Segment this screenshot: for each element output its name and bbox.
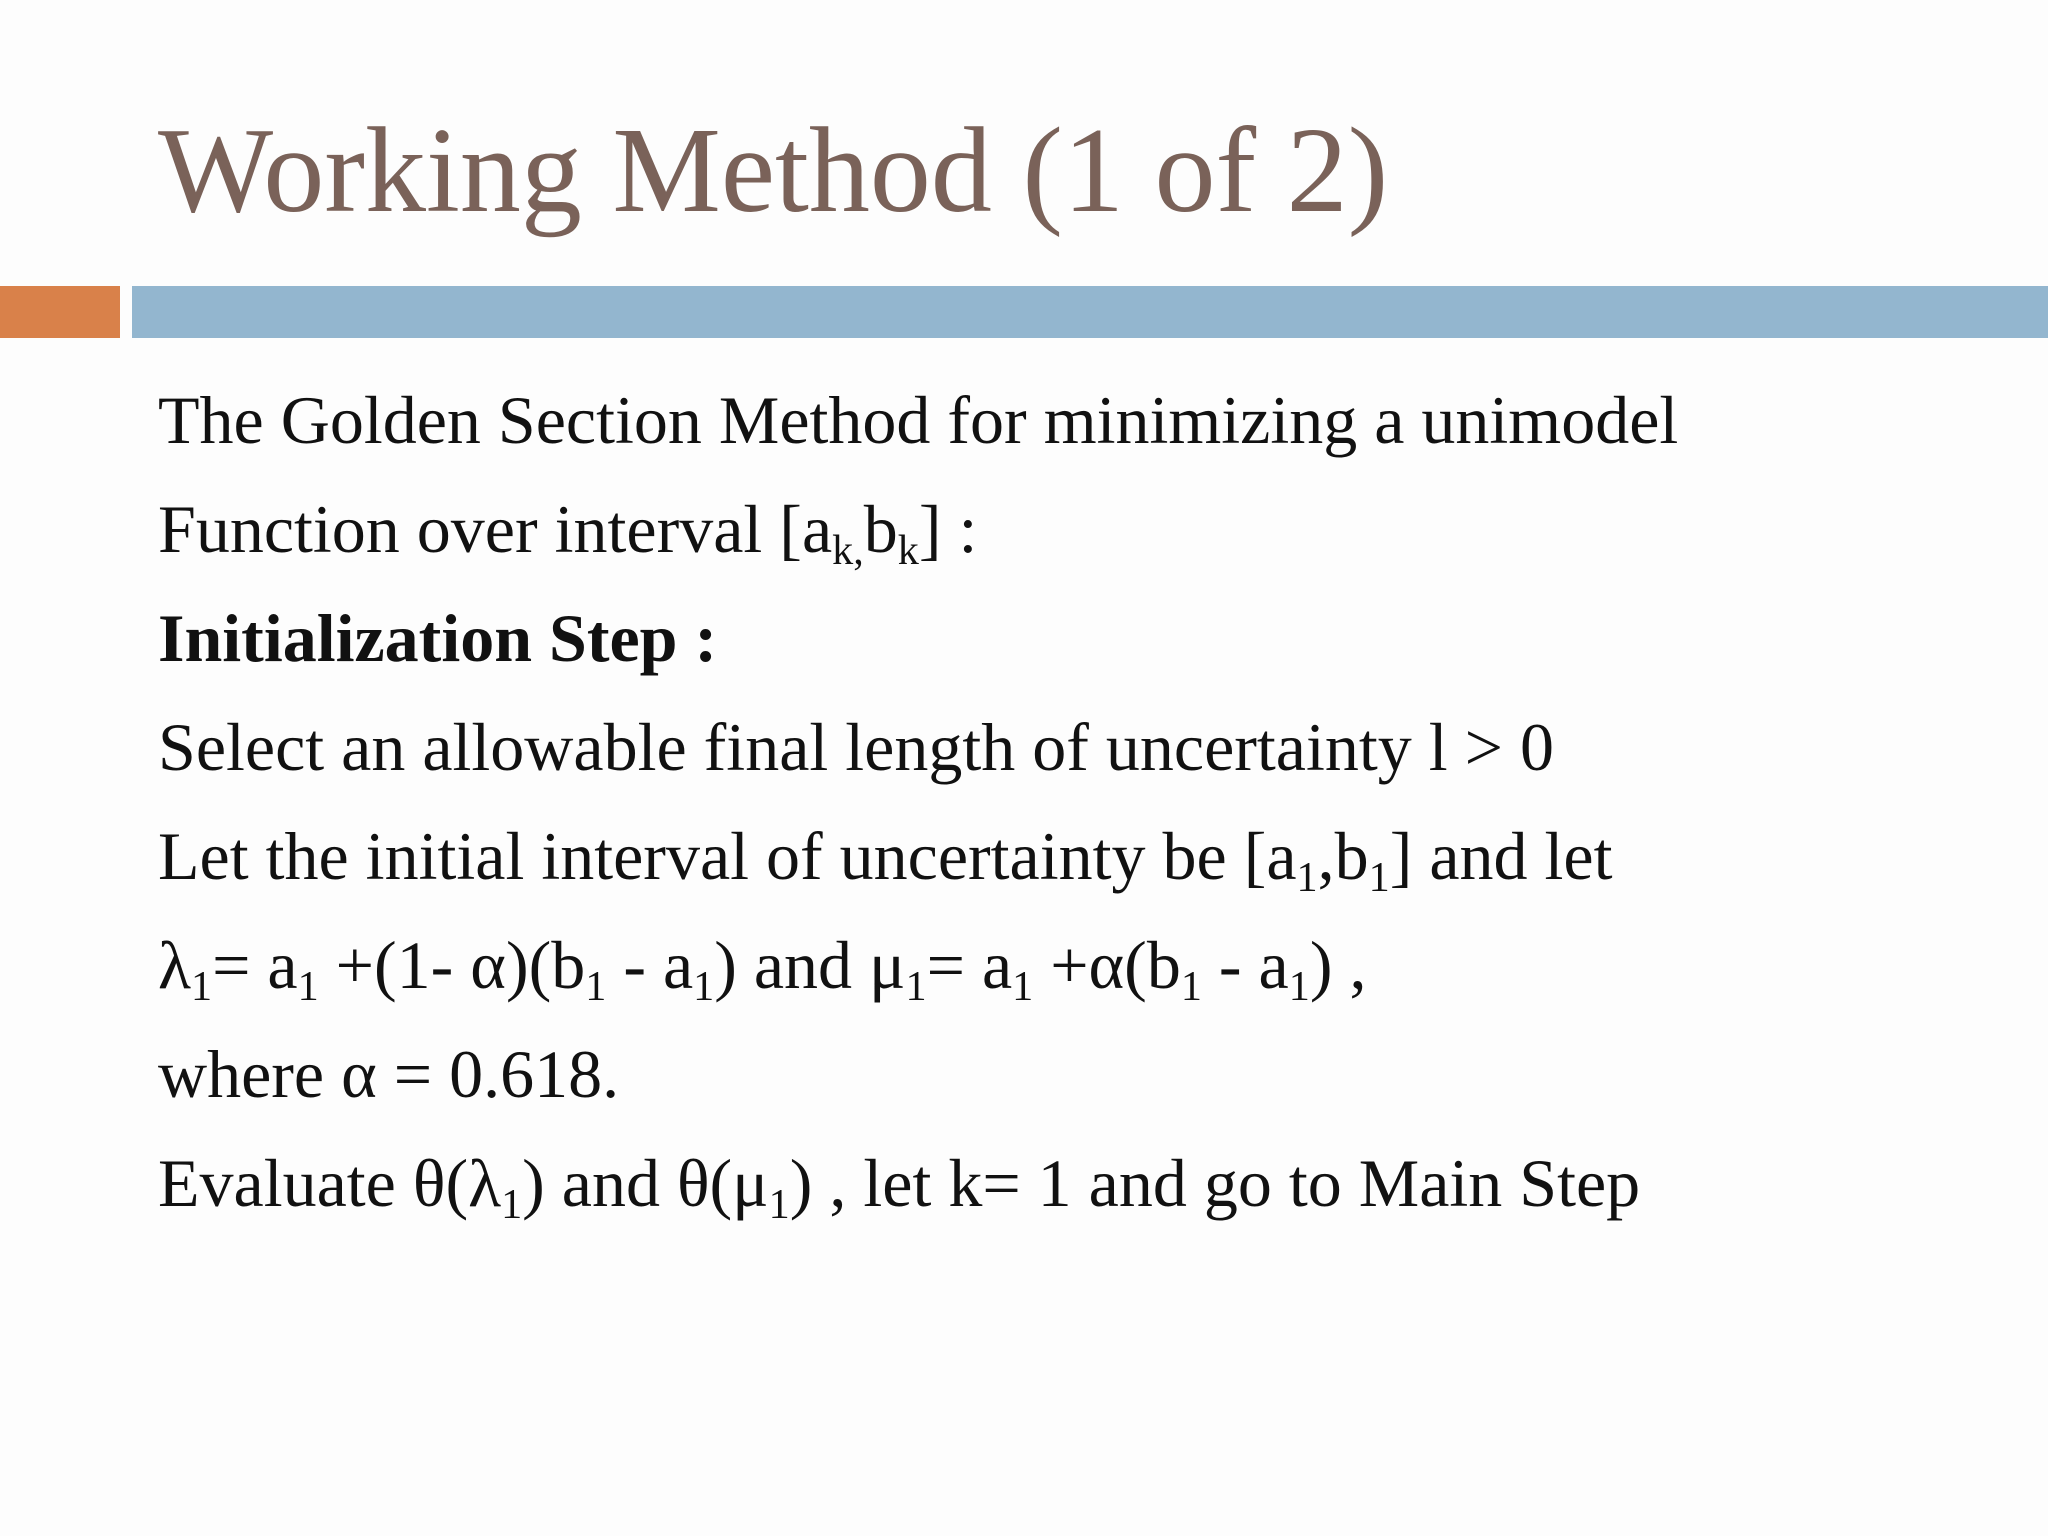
subscript: 1 [1296,853,1318,901]
accent-bar-orange [0,286,120,338]
text-segment: ) , [1309,927,1367,1003]
text-segment: Evaluate θ(λ [158,1145,502,1221]
subscript: 1 [501,1180,523,1228]
body-line-2 [158,475,1998,584]
subscript: 1 [190,962,213,1010]
text-segment: ] : [918,491,978,567]
slide-title: Working Method (1 of 2) [158,103,1389,238]
formula-line [158,911,1998,1020]
subscript: 1 [1368,853,1390,901]
text-segment: Function over interval [a [158,491,833,567]
text-segment: ) and μ [714,927,906,1003]
subscript: k [897,526,919,574]
text-segment: = a [212,927,298,1003]
accent-bar-blue [132,286,2048,338]
text-segment: ,b [1317,818,1369,894]
text-segment: ) and θ(μ [522,1145,769,1221]
subscript: 1 [1012,962,1034,1010]
text-segment: Let the initial interval of uncertainty be [a [158,818,1297,894]
subscript: 1 [1288,962,1310,1010]
text-segment: +(1- α)(b [318,927,586,1003]
text-segment: ] and let [1389,818,1613,894]
subscript: 1 [585,962,607,1010]
text-segment: - a [606,927,694,1003]
body-line-5 [158,802,1998,911]
text-segment: ) , let k= 1 and go to Main Step [789,1145,1641,1221]
body-line-7: where α = 0.618. [158,1036,620,1112]
subscript: 1 [297,962,319,1010]
subscript: 1 [1180,962,1202,1010]
subscript: 1 [693,962,715,1010]
text-segment: - a [1201,927,1289,1003]
text-segment: +α(b [1033,927,1181,1003]
body-line-8 [158,1129,1998,1238]
subscript: k, [832,526,864,574]
text-segment: b [863,491,898,567]
initialization-step-heading: Initialization Step : [158,600,718,676]
text-segment: λ [158,927,191,1003]
slide-body [158,366,1998,1238]
subscript: 1 [768,1180,790,1228]
body-line-1: The Golden Section Method for minimizing a unimodel [158,382,1679,458]
text-segment: = a [926,927,1013,1003]
subscript: 1 [905,962,927,1010]
body-line-4: Select an allowable final length of uncertainty l > 0 [158,709,1554,785]
